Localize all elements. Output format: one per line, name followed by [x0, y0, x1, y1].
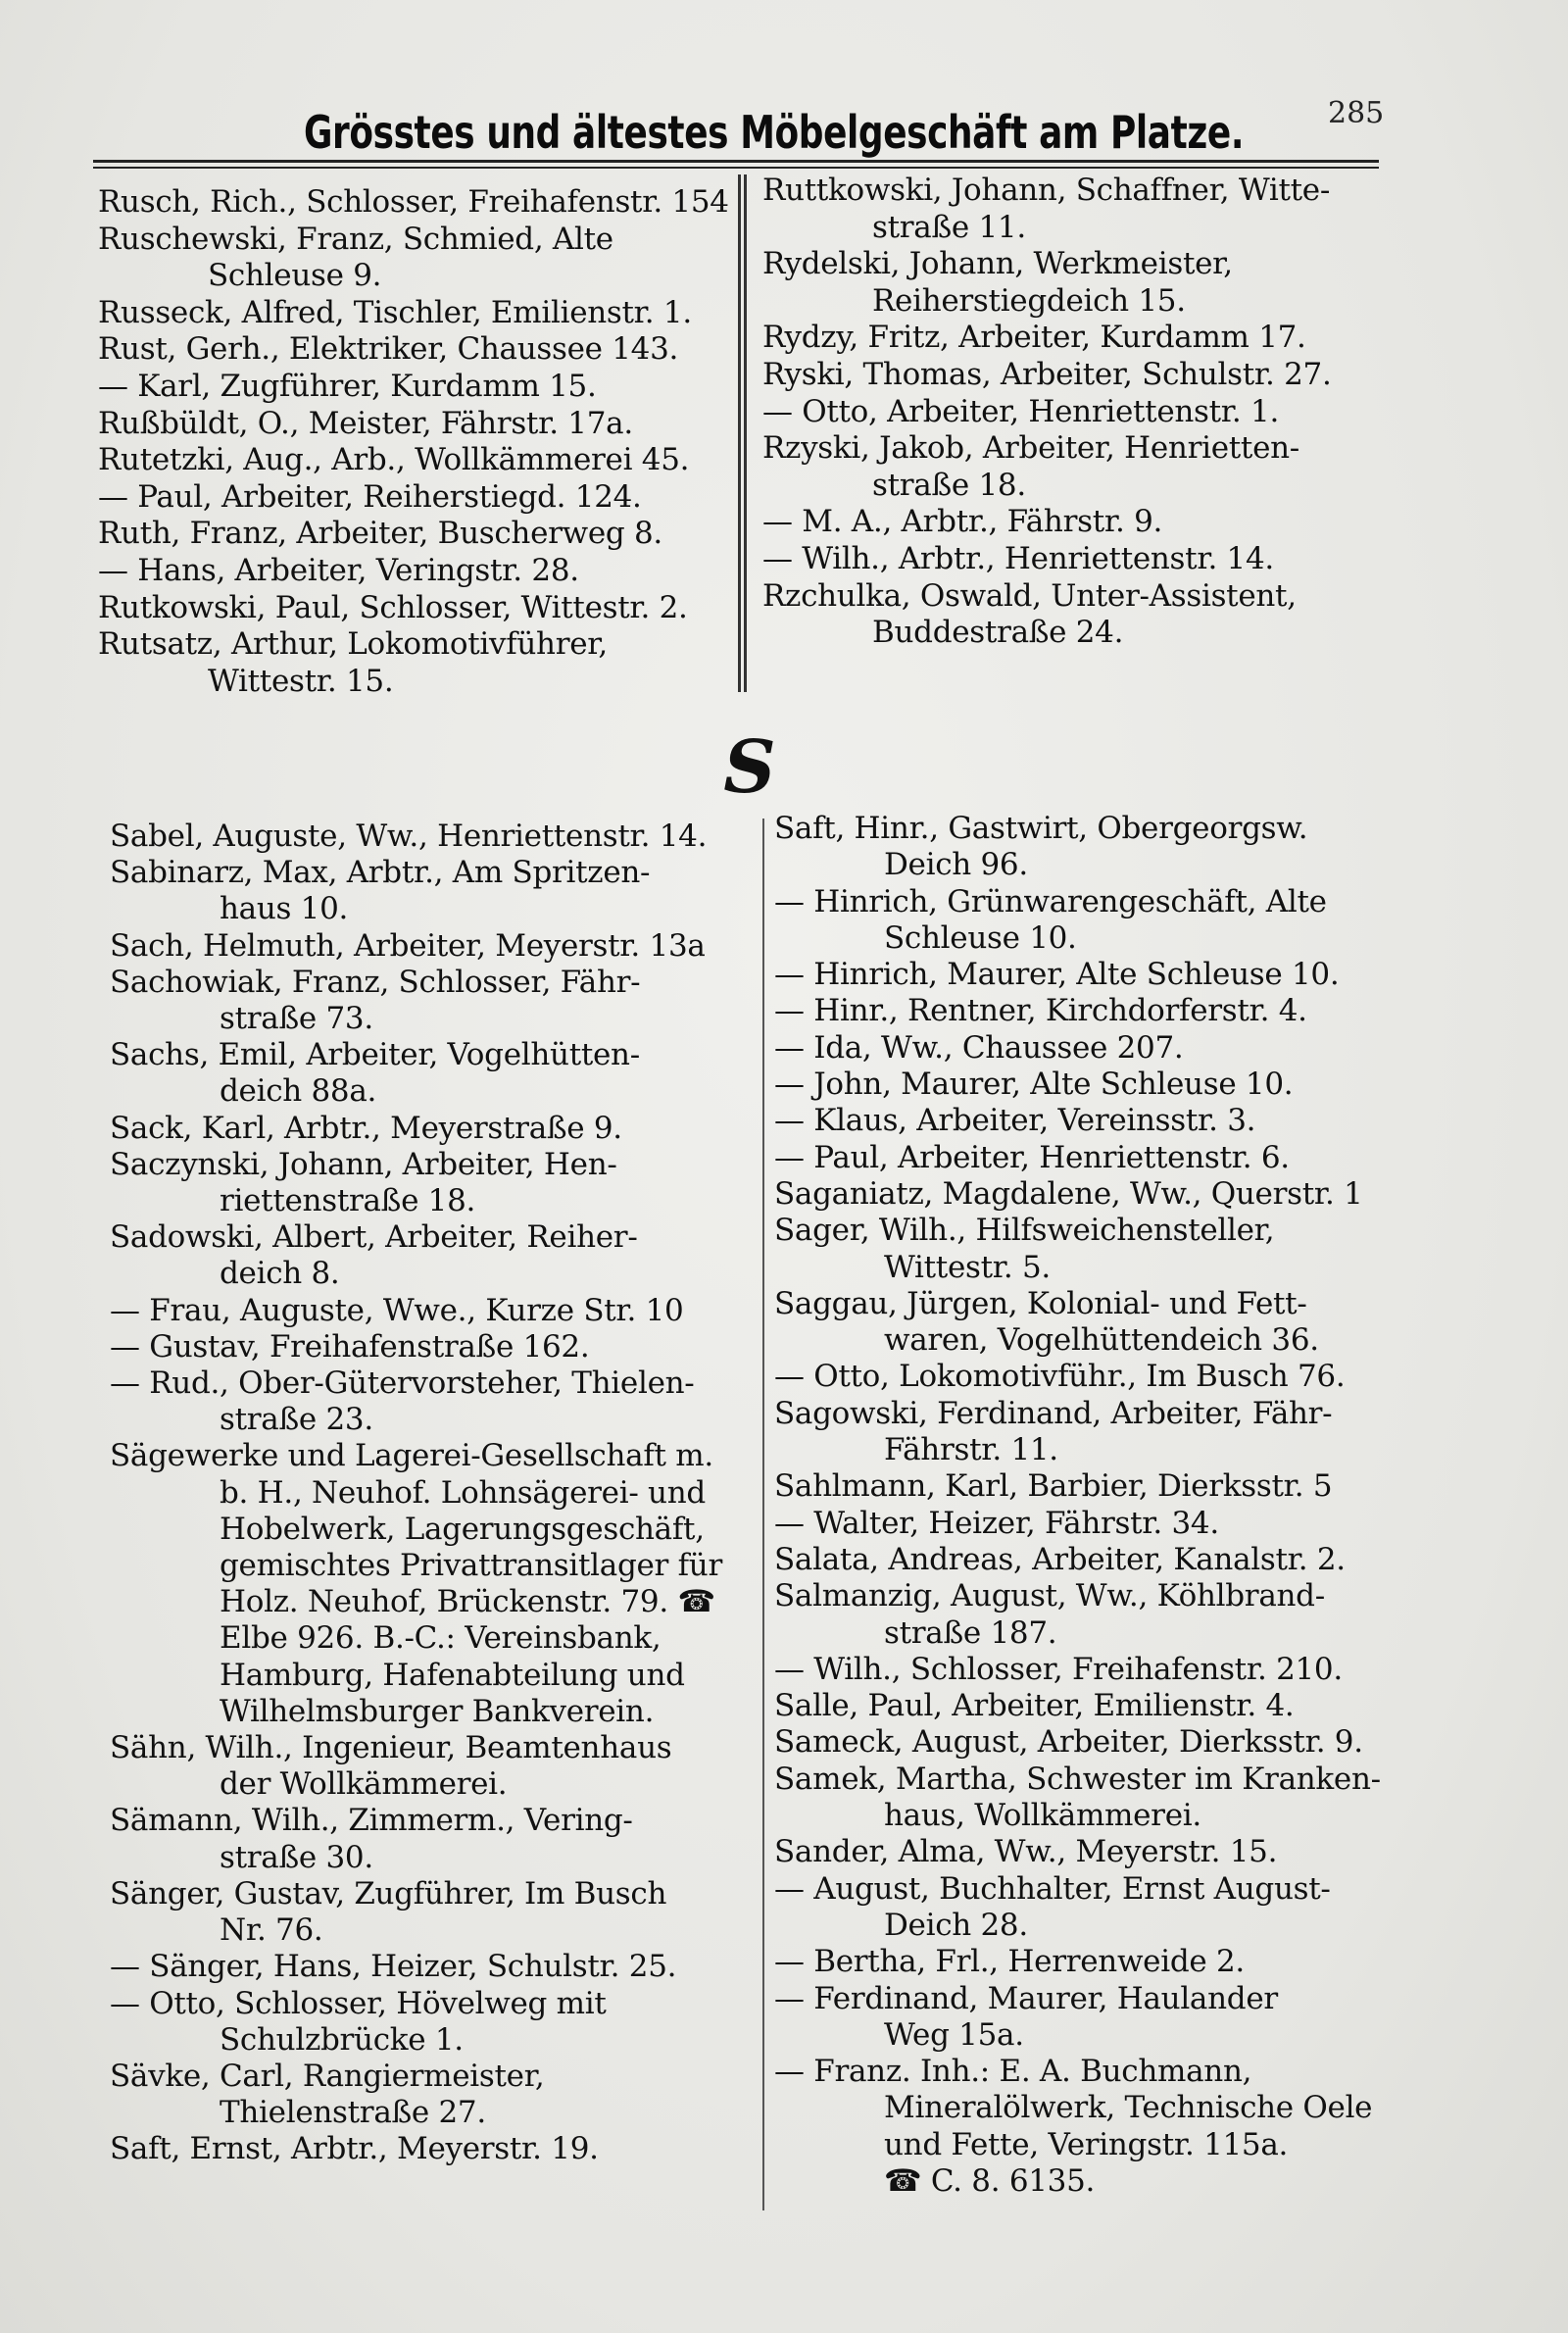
entry-line: — Ida, Ww., Chaussee 207.	[774, 1029, 1184, 1066]
directory-entry	[774, 1652, 1411, 1688]
directory-entry	[774, 1396, 1411, 1469]
entry-line: Rußbüldt, O., Meister, Fährstr. 17a.	[98, 405, 633, 441]
directory-entry	[774, 1944, 1411, 1980]
page-header-title: Grösstes und ältestes Möbelgeschäft am Platze.	[304, 106, 1245, 159]
directory-entry	[110, 855, 757, 927]
directory-entry	[110, 1438, 757, 1730]
entry-continuation-line: Elbe 926. B.-C.: Vereinsbank,	[220, 1620, 662, 1657]
entry-line: — Hinr., Rentner, Kirchdorferstr. 4.	[774, 993, 1307, 1029]
entry-line: — Sänger, Hans, Heizer, Schulstr. 25.	[110, 1949, 677, 1985]
entry-line: — Bertha, Frl., Herrenweide 2.	[774, 1944, 1245, 1980]
directory-entry	[98, 590, 725, 627]
entry-line: Saft, Ernst, Arbtr., Meyerstr. 19.	[110, 2131, 599, 2167]
entry-line: Salle, Paul, Arbeiter, Emilienstr. 4.	[774, 1688, 1295, 1724]
directory-entry	[762, 173, 1399, 246]
entry-continuation-line: Wittestr. 5.	[884, 1249, 1051, 1285]
directory-entry	[110, 1730, 757, 1803]
entry-line: Saczynski, Johann, Arbeiter, Hen-	[110, 1146, 617, 1182]
directory-entry	[762, 394, 1399, 431]
entry-line: Rutsatz, Arthur, Lokomotivführer,	[98, 626, 608, 663]
directory-entry	[110, 819, 757, 855]
entry-continuation-line: Holz. Neuhof, Brückenstr. 79. ☎	[220, 1584, 715, 1620]
entry-continuation-line: der Wollkämmerei.	[220, 1766, 508, 1803]
entry-continuation-line: Nr. 76.	[220, 1912, 323, 1949]
directory-entry	[110, 1147, 757, 1219]
entry-continuation-line: straße 18.	[872, 467, 1026, 503]
directory-entry	[774, 1542, 1411, 1578]
entry-line: — John, Maurer, Alte Schleuse 10.	[774, 1067, 1294, 1103]
column-divider	[762, 819, 764, 2210]
directory-entry	[110, 1219, 757, 1292]
directory-entry	[774, 1359, 1411, 1395]
column-bottom-right	[774, 811, 1411, 2200]
directory-entry	[774, 1981, 1411, 2055]
entry-line: Sämann, Wilh., Zimmerm., Vering-	[110, 1803, 633, 1839]
directory-entry	[774, 1724, 1411, 1761]
directory-entry	[762, 246, 1399, 320]
entry-line: Ruttkowski, Johann, Schaffner, Witte-	[762, 173, 1330, 208]
entry-continuation-line: Hamburg, Hafenabteilung und	[220, 1657, 685, 1693]
directory-entry	[98, 222, 725, 295]
entry-line: Sachs, Emil, Arbeiter, Vogelhütten-	[110, 1037, 640, 1073]
directory-entry	[98, 295, 725, 332]
entry-continuation-line: haus, Wollkämmerei.	[884, 1798, 1201, 1834]
directory-entry	[98, 184, 729, 222]
entry-line: Ruth, Franz, Arbeiter, Buscherweg 8.	[98, 516, 662, 552]
directory-entry	[774, 1871, 1411, 1945]
column-divider	[744, 174, 747, 692]
entry-line: — Hans, Arbeiter, Veringstr. 28.	[98, 552, 579, 588]
directory-entry	[98, 553, 725, 590]
directory-entry	[774, 2054, 1411, 2200]
entry-line: — Hinrich, Grünwarengeschäft, Alte	[774, 883, 1327, 919]
entry-line: Sack, Karl, Arbtr., Meyerstraße 9.	[110, 1110, 622, 1146]
directory-entry	[98, 442, 725, 479]
section-letter: S	[723, 725, 776, 810]
entry-line: Rzyski, Jakob, Arbeiter, Henrietten-	[762, 430, 1299, 467]
entry-continuation-line: waren, Vogelhüttendeich 36.	[884, 1322, 1319, 1359]
entry-continuation-line: straße 73.	[220, 1001, 373, 1037]
directory-entry	[774, 993, 1411, 1029]
directory-entry	[110, 928, 757, 965]
directory-entry	[98, 331, 725, 369]
directory-entry	[774, 1067, 1411, 1103]
entry-line: Rzchulka, Oswald, Unter-Assistent,	[762, 577, 1297, 614]
entry-line: Rust, Gerh., Elektriker, Chaussee 143.	[98, 331, 679, 368]
entry-continuation-line: deich 88a.	[220, 1073, 377, 1110]
directory-entry	[774, 884, 1411, 958]
entry-line: Sähn, Wilh., Ingenieur, Beamtenhaus	[110, 1730, 672, 1766]
directory-entry	[774, 1834, 1411, 1870]
directory-entry	[774, 1030, 1411, 1067]
directory-entry	[774, 957, 1411, 993]
directory-entry	[774, 1213, 1411, 1286]
directory-entry	[762, 320, 1399, 357]
entry-line: — Otto, Lokomotivführ., Im Busch 76.	[774, 1359, 1346, 1395]
header-rule-thin	[93, 167, 1379, 169]
entry-continuation-line: Weg 15a.	[884, 2016, 1024, 2053]
entry-line: Saft, Hinr., Gastwirt, Obergeorgsw.	[774, 811, 1308, 846]
entry-line: — Hinrich, Maurer, Alte Schleuse 10.	[774, 957, 1340, 993]
entry-continuation-line: Mineralölwerk, Technische Oele	[884, 2090, 1373, 2126]
entry-continuation-line: haus 10.	[220, 891, 349, 927]
entry-continuation-line: Fährstr. 11.	[884, 1432, 1058, 1468]
directory-entry	[110, 965, 757, 1037]
directory-entry	[774, 1103, 1411, 1139]
directory-entry	[762, 504, 1399, 541]
entry-line: — Paul, Arbeiter, Henriettenstr. 6.	[774, 1139, 1290, 1175]
entry-line: — Gustav, Freihafenstraße 162.	[110, 1328, 590, 1365]
entry-continuation-line: Deich 96.	[884, 847, 1028, 883]
entry-line: Ryski, Thomas, Arbeiter, Schulstr. 27.	[762, 356, 1332, 392]
entry-line: Sachowiak, Franz, Schlosser, Fähr-	[110, 964, 641, 1000]
entry-line: Sabel, Auguste, Ww., Henriettenstr. 14.	[110, 819, 708, 854]
entry-line: — Rud., Ober-Gütervorsteher, Thielen-	[110, 1365, 695, 1402]
entry-line: Sander, Alma, Ww., Meyerstr. 15.	[774, 1834, 1278, 1870]
entry-continuation-line: straße 11.	[872, 209, 1026, 245]
directory-entry	[110, 1949, 757, 1985]
entry-continuation-line: Schleuse 9.	[208, 258, 382, 294]
directory-entry	[110, 2059, 757, 2131]
entry-line: Rydzy, Fritz, Arbeiter, Kurdamm 17.	[762, 320, 1306, 356]
entry-line: Russeck, Alfred, Tischler, Emilienstr. 1.	[98, 294, 692, 330]
entry-line: — Karl, Zugführer, Kurdamm 15.	[98, 368, 597, 404]
directory-entry	[98, 369, 725, 406]
entry-line: Saggau, Jürgen, Kolonial- und Fett-	[774, 1285, 1307, 1321]
directory-entry	[98, 516, 725, 553]
entry-line: — Ferdinand, Maurer, Haulander	[774, 1980, 1278, 2016]
directory-entry	[98, 406, 725, 443]
entry-continuation-line: Schulzbrücke 1.	[220, 2021, 464, 2058]
column-top-right	[762, 173, 1399, 652]
entry-continuation-line: Reiherstiegdeich 15.	[872, 282, 1186, 319]
directory-entry	[110, 1876, 757, 1949]
entry-line: Sager, Wilh., Hilfsweichensteller,	[774, 1213, 1275, 1249]
header-rule	[93, 160, 1379, 163]
directory-entry	[110, 2131, 757, 2167]
entry-line: — Franz. Inh.: E. A. Buchmann,	[774, 2054, 1252, 2090]
directory-entry	[110, 1111, 757, 1147]
directory-entry	[110, 1365, 757, 1438]
entry-line: Rydelski, Johann, Werkmeister,	[762, 246, 1233, 282]
page-number: 285	[1328, 96, 1385, 130]
directory-entry	[762, 578, 1399, 652]
column-divider	[738, 174, 741, 692]
column-top-left	[98, 184, 729, 700]
entry-line: Sägewerke und Lagerei-Gesellschaft m.	[110, 1438, 713, 1474]
entry-line: Salmanzig, August, Ww., Köhlbrand-	[774, 1578, 1325, 1614]
column-bottom-left	[110, 819, 757, 2168]
directory-entry	[774, 1286, 1411, 1360]
entry-line: Sänger, Gustav, Zugführer, Im Busch	[110, 1875, 667, 1911]
entry-line: Sabinarz, Max, Arbtr., Am Spritzen-	[110, 855, 651, 891]
entry-line: Saganiatz, Magdalene, Ww., Querstr. 1	[774, 1175, 1363, 1212]
entry-line: Ruschewski, Franz, Schmied, Alte	[98, 221, 613, 257]
entry-line: — Wilh., Arbtr., Henriettenstr. 14.	[762, 540, 1274, 576]
entry-line: Sahlmann, Karl, Barbier, Dierksstr. 5	[774, 1468, 1333, 1505]
directory-entry	[110, 1037, 757, 1110]
entry-continuation-line: ☎ C. 8. 6135.	[884, 2162, 1096, 2199]
directory-entry	[774, 1762, 1411, 1835]
entry-line: Rutkowski, Paul, Schlosser, Wittestr. 2.	[98, 589, 688, 625]
directory-entry	[98, 626, 725, 700]
directory-entry	[762, 430, 1399, 504]
entry-line: Sadowski, Albert, Arbeiter, Reiher-	[110, 1219, 638, 1256]
directory-entry	[774, 1468, 1411, 1505]
entry-continuation-line: Buddestraße 24.	[872, 615, 1124, 651]
directory-entry	[774, 1140, 1411, 1176]
entry-continuation-line: Schleuse 10.	[884, 919, 1077, 956]
directory-entry	[762, 541, 1399, 578]
entry-continuation-line: Wilhelmsburger Bankverein.	[220, 1693, 655, 1729]
entry-line: — Walter, Heizer, Fährstr. 34.	[774, 1505, 1219, 1541]
entry-line: — Paul, Arbeiter, Reiherstiegd. 124.	[98, 478, 642, 515]
directory-entry	[774, 1176, 1411, 1213]
directory-entry	[110, 1329, 757, 1365]
entry-line: Salata, Andreas, Arbeiter, Kanalstr. 2.	[774, 1541, 1346, 1577]
entry-line: — August, Buchhalter, Ernst August-	[774, 1870, 1331, 1907]
directory-entry	[774, 1578, 1411, 1652]
entry-line: — Otto, Schlosser, Hövelweg mit	[110, 1985, 607, 2021]
directory-entry	[774, 811, 1411, 884]
directory-entry	[98, 479, 725, 517]
entry-continuation-line: Deich 28.	[884, 1907, 1028, 1943]
entry-continuation-line: gemischtes Privattransitlager für	[220, 1548, 722, 1584]
entry-line: Rutetzki, Aug., Arb., Wollkämmerei 45.	[98, 442, 690, 478]
entry-line: Samek, Martha, Schwester im Kranken-	[774, 1761, 1381, 1797]
entry-continuation-line: straße 23.	[220, 1402, 373, 1438]
entry-line: Rusch, Rich., Schlosser, Freihafenstr. 154	[98, 184, 729, 220]
entry-continuation-line: Hobelwerk, Lagerungsgeschäft,	[220, 1511, 705, 1547]
entry-line: Sameck, August, Arbeiter, Dierksstr. 9.	[774, 1724, 1363, 1761]
entry-line: — M. A., Arbtr., Fährstr. 9.	[762, 504, 1163, 540]
entry-line: — Wilh., Schlosser, Freihafenstr. 210.	[774, 1651, 1343, 1687]
directory-entry	[110, 1293, 757, 1329]
directory-entry	[774, 1506, 1411, 1542]
entry-line: — Otto, Arbeiter, Henriettenstr. 1.	[762, 393, 1280, 429]
entry-continuation-line: Thielenstraße 27.	[220, 2095, 486, 2131]
entry-continuation-line: und Fette, Veringstr. 115a.	[884, 2126, 1289, 2162]
directory-entry	[774, 1688, 1411, 1724]
entry-continuation-line: Wittestr. 15.	[208, 663, 394, 699]
entry-continuation-line: b. H., Neuhof. Lohnsägerei- und	[220, 1474, 706, 1511]
directory-entry	[762, 357, 1399, 394]
entry-continuation-line: riettenstraße 18.	[220, 1183, 476, 1219]
entry-line: Sagowski, Ferdinand, Arbeiter, Fähr-	[774, 1395, 1333, 1431]
entry-line: Sävke, Carl, Rangiermeister,	[110, 2058, 545, 2094]
directory-entry	[110, 1803, 757, 1875]
entry-continuation-line: deich 8.	[220, 1256, 340, 1292]
entry-line: Sach, Helmuth, Arbeiter, Meyerstr. 13a	[110, 927, 706, 964]
directory-entry	[110, 1986, 757, 2059]
entry-line: — Klaus, Arbeiter, Vereinsstr. 3.	[774, 1103, 1256, 1139]
entry-continuation-line: straße 187.	[884, 1614, 1057, 1651]
entry-line: — Frau, Auguste, Wwe., Kurze Str. 10	[110, 1292, 684, 1328]
entry-continuation-line: straße 30.	[220, 1839, 373, 1875]
